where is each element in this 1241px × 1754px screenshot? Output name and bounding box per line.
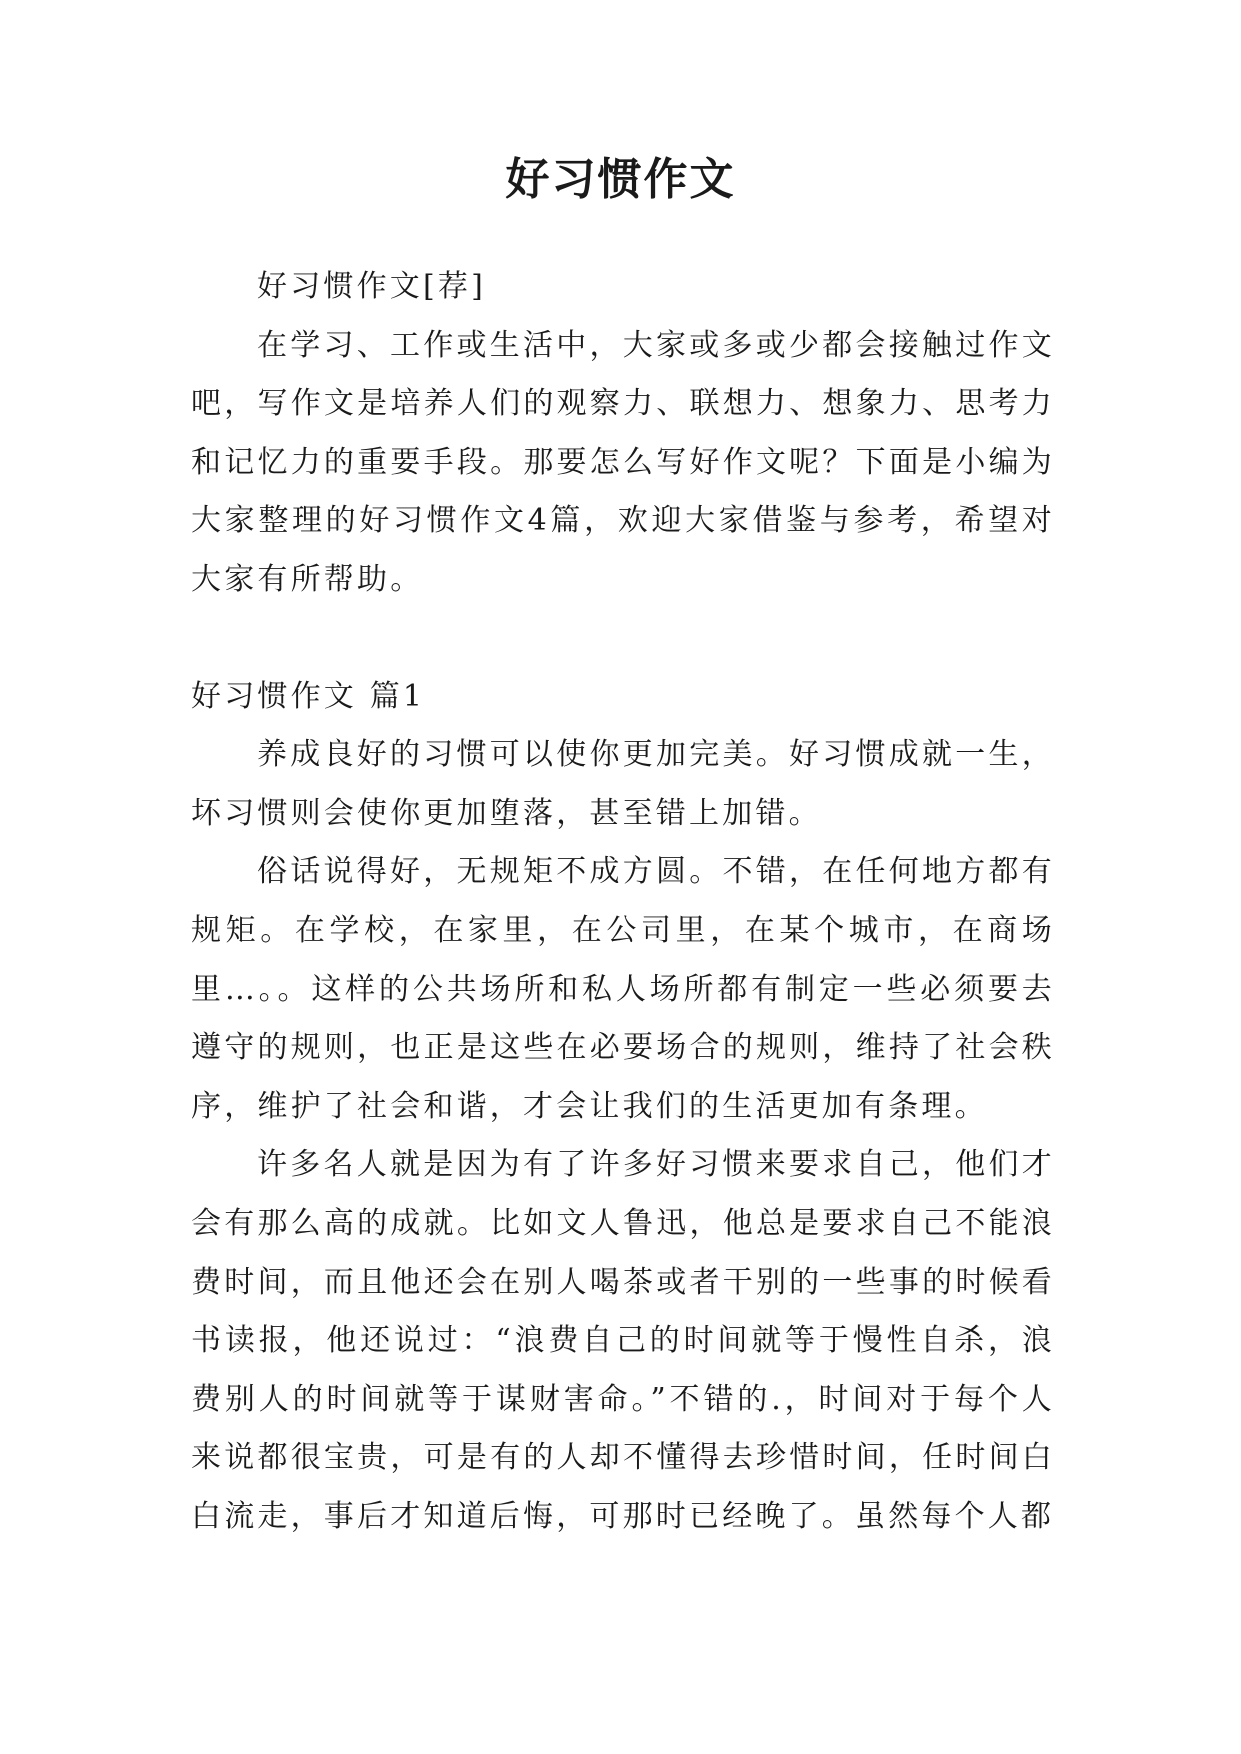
- document-subtitle: 好习惯作文[荐]: [257, 269, 487, 304]
- body-paragraph: 俗话说得好，无规矩不成方圆。不错，在任何地方都有规矩。在学校，在家里，在公司里，在某个城市，在商场里…。。这样的公共场所和私人场所都有制定一些必须要去遵守的规则，也正是这些在必要场合的规则，维持了社会秩序，维护了社会和谐，才会让我们的生活更加有条理。: [191, 854, 1055, 1124]
- document-title: 好习惯作文: [505, 154, 736, 205]
- body-paragraph: 许多名人就是因为有了许多好习惯来要求自己，他们才会有那么高的成就。比如文人鲁迅，他总是要求自己不能浪费时间，而且他还会在别人喝茶或者干别的一些事的时候看书读报，他还说过：“浪费自己的时间就等于慢性自杀，浪费别人的时间就等于谋财害命。”不错的.，时间对于每个人来说都很宝贵，可是有的人却不懂得去珍惜时间，任时间白白流走，事后才知道后悔，可那时已经晚了。虽然每个人都: [191, 1147, 1055, 1534]
- section-heading: 好习惯作文 篇1: [191, 678, 426, 714]
- document-body: [191, 258, 1055, 1546]
- intro-paragraph: 在学习、工作或生活中，大家或多或少都会接触过作文吧，写作文是培养人们的观察力、联想力、想象力、思考力和记忆力的重要手段。那要怎么写好作文呢？下面是小编为大家整理的好习惯作文4篇，欢迎大家借鉴与参考，希望对大家有所帮助。: [191, 327, 1055, 597]
- body-paragraph: 养成良好的习惯可以使你更加完美。好习惯成就一生，坏习惯则会使你更加堕落，甚至错上加错。: [191, 737, 1055, 831]
